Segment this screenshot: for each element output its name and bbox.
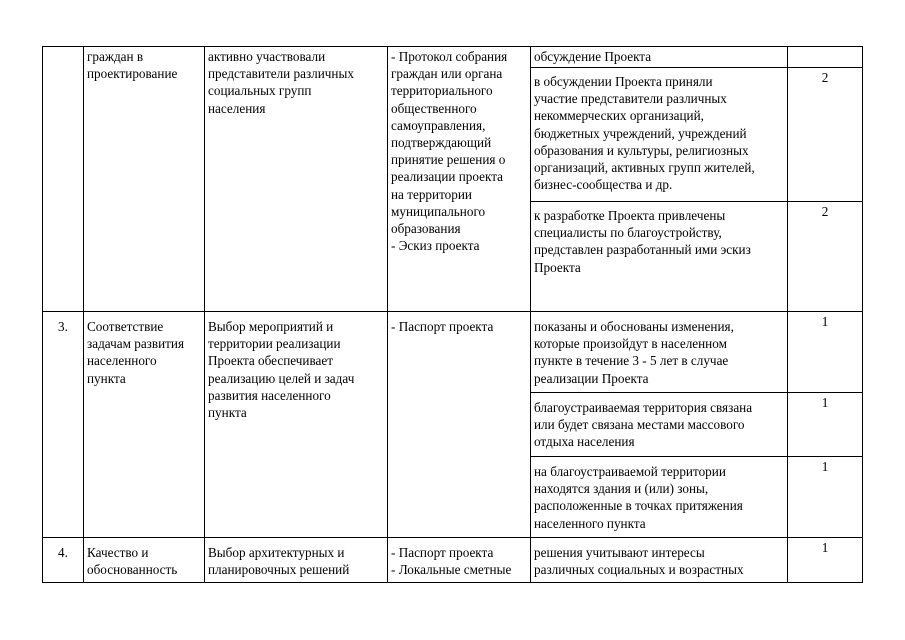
subcriterion-cell: благоустраиваемая территория связана или будет связана местами массового отдыха населения — [531, 393, 788, 457]
subcriterion-cell: обсуждение Проекта — [531, 47, 788, 68]
description-cell: Выбор архитектурных и планировочных решений — [205, 538, 388, 583]
subcriterion-cell: в обсуждении Проекта приняли участие представители различных некоммерческих организаций, бюджетных учреждений, учреждений образования и культуры, религиозных организаций, активных групп жителей, бизнес-сообщества и др. — [531, 68, 788, 202]
subcriterion-cell: решения учитывают интересы различных социальных и возрастных — [531, 538, 788, 583]
score-cell: 2 — [788, 202, 863, 312]
row-number: 4. — [43, 538, 84, 583]
score-cell: 1 — [788, 538, 863, 583]
score-cell: 1 — [788, 312, 863, 393]
row-number — [43, 47, 84, 312]
criterion-cell: Соответствие задачам развития населенного пункта — [84, 312, 205, 538]
score-cell — [788, 47, 863, 68]
subcriterion-cell: на благоустраиваемой территории находятся здания и (или) зоны, расположенные в точках притяжения населенного пункта — [531, 457, 788, 538]
criteria-table — [42, 46, 863, 583]
documents-cell: - Протокол собрания граждан или органа территориального общественного самоуправления, подтверждающий принятие решения о реализации проекта на территории муниципального образования - Эскиз проекта — [388, 47, 531, 312]
score-cell: 1 — [788, 457, 863, 538]
criterion-cell: Качество и обоснованность — [84, 538, 205, 583]
subcriterion-cell: к разработке Проекта привлечены специалисты по благоустройству, представлен разработанный ими эскиз Проекта — [531, 202, 788, 312]
score-cell: 1 — [788, 393, 863, 457]
criterion-cell: граждан в проектирование — [84, 47, 205, 312]
description-cell: активно участвовали представители различных социальных групп населения — [205, 47, 388, 312]
documents-cell: - Паспорт проекта — [388, 312, 531, 538]
score-cell: 2 — [788, 68, 863, 202]
row-number: 3. — [43, 312, 84, 538]
documents-cell: - Паспорт проекта - Локальные сметные — [388, 538, 531, 583]
table-row — [43, 538, 863, 583]
subcriterion-cell: показаны и обоснованы изменения, которые произойдут в населенном пункте в течение 3 - 5 лет в случае реализации Проекта — [531, 312, 788, 393]
table-row — [43, 47, 863, 68]
description-cell: Выбор мероприятий и территории реализации Проекта обеспечивает реализацию целей и задач развития населенного пункта — [205, 312, 388, 538]
table-row — [43, 312, 863, 393]
